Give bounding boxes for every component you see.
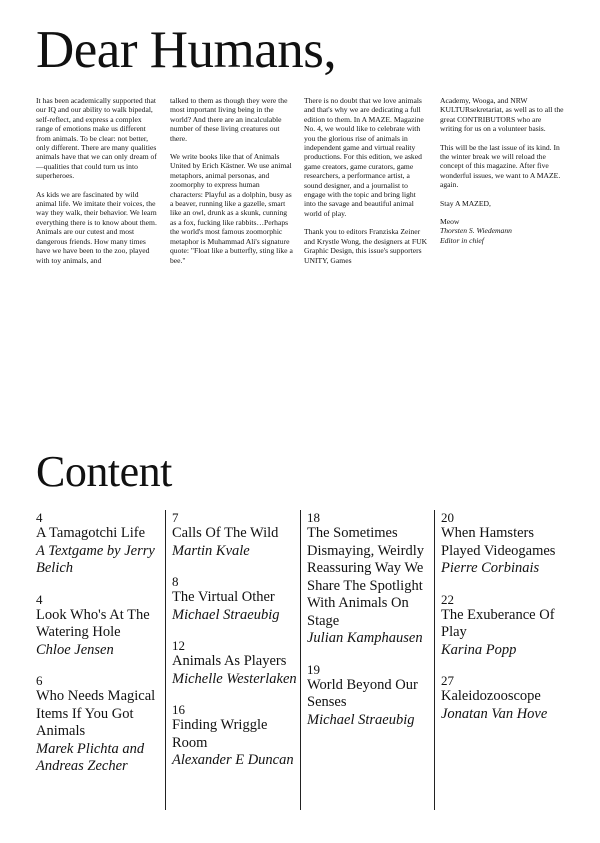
toc-entry-title: Kaleidozooscope	[441, 688, 541, 704]
letter-paragraph: It has been academically supported that our IQ and our ability to walk bipedal, self-reflect, and express a complex range of emotions make us different from animals. To be clear: not better, only different. There are many qualities animals have that we can only dream of—qualities that could turn us into superheroes.	[36, 96, 157, 181]
toc-entry[interactable]	[36, 510, 164, 578]
letter-paragraph: Academy, Wooga, and NRW KULTURsekretariat, as well as to all the great CONTRIBUTORS who are writing for us on a volunteer basis.	[440, 96, 564, 134]
toc-entry-author: Martin Kvale	[172, 542, 250, 559]
toc-entry-title: The Virtual Other	[172, 589, 275, 605]
toc-column-4	[434, 510, 569, 810]
toc-entry-title: Calls Of The Wild	[172, 525, 279, 541]
signature-name: Thorsten S. Wiedemann	[440, 226, 512, 236]
content-heading: Content	[36, 447, 172, 496]
toc-entry[interactable]	[172, 574, 300, 624]
toc-entry-author: Michael Straeubig	[172, 606, 280, 623]
toc-page-number: 4	[36, 591, 43, 607]
toc-entry-author: Michael Straeubig	[307, 711, 415, 728]
toc-entry[interactable]	[441, 673, 569, 723]
toc-column-3	[300, 510, 435, 810]
toc-entry-author: A Textgame by Jerry Belich	[36, 542, 155, 576]
letter-paragraph: There is no doubt that we love animals and that's why we are dedicating a full edition to them. In A MAZE. Magazine No. 4, we would like to celebrate with you the glorious rise of animals in independent game and virtual reality productions. For this edition, we asked game creators, game curators, game researchers, a performance artist, a sound designer, and a journalist to engage with the topic and bring light into the savage and beautiful animal world of play.	[304, 96, 424, 218]
toc-entry-author: Alexander E Duncan	[172, 752, 294, 768]
letter-paragraph: As kids we are fascinated by wild animal life. We imitate their voices, the way they walk, their behavior. We learn everything there is to know about them. Animals are our cutest and most dangerous friends. How many times have we have been to the zoo, played with toy animals, and	[36, 189, 157, 265]
toc-page-number: 18	[307, 510, 320, 525]
toc-entry-author: Jonatan Van Hove	[441, 705, 548, 722]
toc-entry[interactable]	[172, 702, 300, 770]
toc-column-1	[36, 510, 164, 810]
toc-entry[interactable]	[441, 510, 569, 578]
toc-page-number: 7	[172, 510, 179, 525]
toc-page-number: 16	[172, 702, 185, 717]
toc-entry[interactable]	[441, 592, 569, 660]
letter-sign-off: Stay A MAZED,	[440, 198, 491, 208]
toc-entry-title: Finding Wriggle Room	[172, 717, 268, 751]
toc-entry[interactable]	[172, 510, 300, 560]
page-headline: Dear Humans,	[36, 21, 337, 79]
toc-entry-title: World Beyond Our Senses	[307, 676, 418, 710]
letter-column-1	[36, 96, 160, 274]
toc-entry[interactable]	[36, 673, 164, 776]
letter-column-2	[170, 96, 294, 274]
toc-entry-author: Chloe Jensen	[36, 641, 114, 658]
toc-page-number: 12	[172, 638, 185, 653]
toc-entry-title: Look Who's At The Watering Hole	[36, 606, 150, 640]
toc-entry-author: Marek Plichta and Andreas Zecher	[36, 740, 145, 774]
toc-entry-title: Who Needs Magical Items If You Got Animals	[36, 688, 156, 739]
toc-entry-author: Michelle Westerlaken	[172, 670, 297, 687]
toc-entry-title: A Tamagotchi Life	[36, 525, 146, 541]
toc-entry-author: Pierre Corbinais	[441, 560, 540, 576]
letter-column-3	[304, 96, 428, 274]
letter-column-4	[440, 96, 564, 245]
toc-page-number: 27	[441, 673, 454, 688]
toc-page-number: 8	[172, 574, 179, 589]
letter-paragraph: We write books like that of Animals United by Erich Kästner. We use animal metaphors, animal personas, and zoomorphy to express human characters: Playful as a dolphin, busy as a beaver, running like a gazelle, smart like an owl, drunk as a skunk, cunning as a fox, fucking like rabbits…Perhaps the world's most famous zoomorphic metaphor is Muhammad Ali's signature quote: "Float like a butterfly, sting like a bee."	[170, 152, 293, 265]
toc-page-number: 22	[441, 591, 454, 607]
toc-page-number: 6	[36, 673, 43, 688]
toc-entry[interactable]	[172, 638, 300, 688]
letter-paragraph: This will be the last issue of its kind. In the winter break we will reload the concept of this magazine. After five wonderful issues, we want to A MAZE. again.	[440, 142, 561, 190]
toc-column-2	[165, 510, 300, 810]
letter-paragraph: talked to them as though they were the most important living being in the world? And there are an incalculable number of these living creatures out there.	[170, 96, 288, 143]
toc-entry-title: The Exuberance Of Play	[441, 606, 555, 640]
toc-entry[interactable]	[307, 510, 435, 648]
toc-page-number: 20	[441, 510, 454, 525]
signature-meow: Meow	[440, 217, 460, 227]
toc-entry[interactable]	[307, 662, 435, 730]
toc-entry-author: Karina Popp	[441, 641, 517, 658]
toc-entry-author: Julian Kamphausen	[307, 630, 423, 646]
toc-entry-title: When Hamsters Played Videogames	[441, 525, 556, 559]
toc-page-number: 19	[307, 661, 320, 677]
toc-entry-title: The Sometimes Dismaying, Weirdly Reassuring Way We Share The Spotlight With Animals On Stage	[307, 525, 424, 629]
toc-entry[interactable]	[36, 592, 164, 660]
signature-role: Editor in chief	[440, 235, 484, 245]
letter-paragraph: Thank you to editors Franziska Zeiner and Krystle Wong, the designers at FUK Graphic Design, this issue's supporters UNITY, Games	[304, 227, 428, 265]
toc-entry-title: Animals As Players	[172, 653, 287, 669]
toc-page-number: 4	[36, 510, 43, 525]
